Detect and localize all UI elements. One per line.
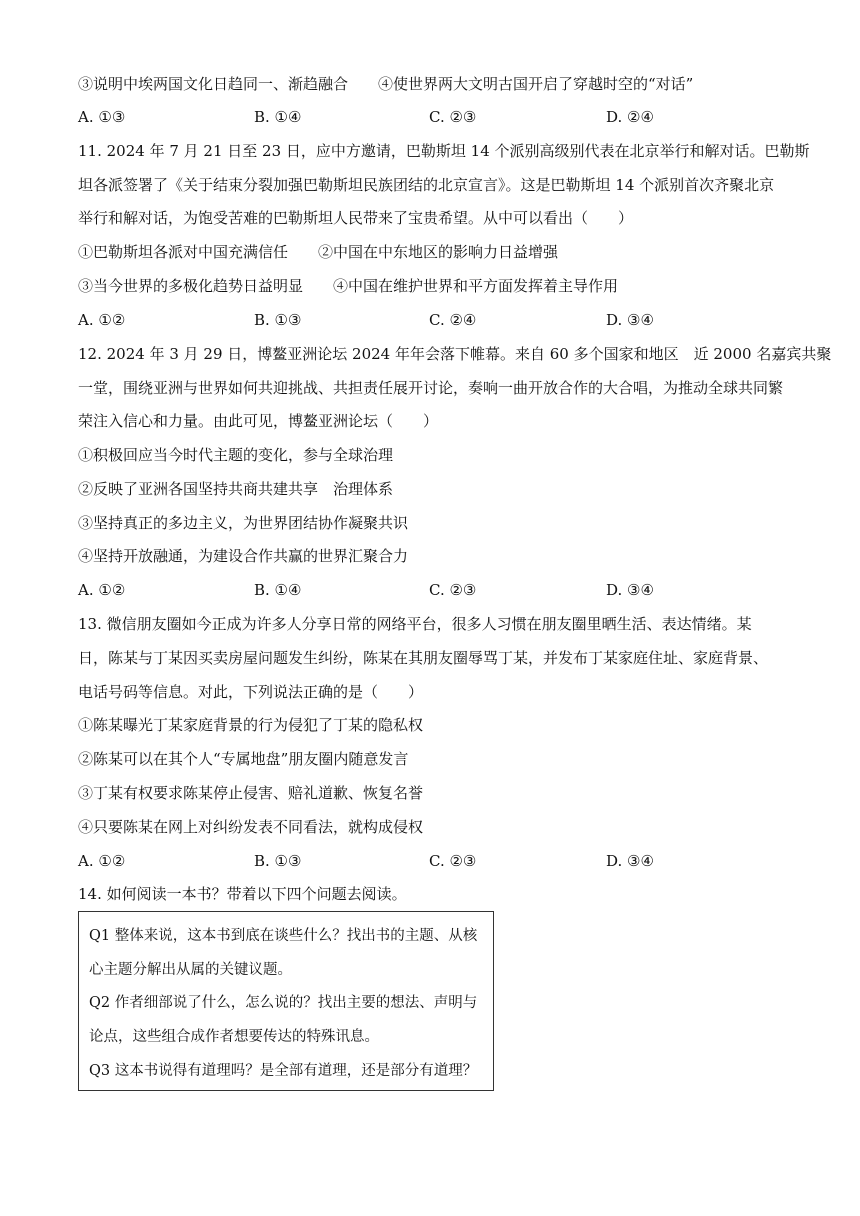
q13-option-b[interactable]: B. ①③ xyxy=(254,852,302,870)
q12-statement-4: ④坚持开放融通，为建设合作共赢的世界汇聚合力 xyxy=(78,547,409,565)
q14-box-line-5: Q3 这本书说得有道理吗？是全部有道理，还是部分有道理？ xyxy=(89,1063,478,1079)
q14-box-line-2: 心主题分解出从属的关键议题。 xyxy=(89,962,292,978)
q12-option-b[interactable]: B. ①④ xyxy=(254,581,302,599)
q11-stem-line-2: 坦各派签署了《关于结束分裂加强巴勒斯坦民族团结的北京宣言》。这是巴勒斯坦 14 个派别首次齐聚北京 xyxy=(78,176,775,194)
q10-option-d[interactable]: D. ②④ xyxy=(606,108,654,126)
q11-option-a[interactable]: A. ①② xyxy=(78,311,126,329)
q13-stem-line-2: 日，陈某与丁某因买卖房屋问题发生纠纷，陈某在其朋友圈辱骂丁某，并发布丁某家庭住址、家庭背景、 xyxy=(78,649,769,667)
q13-stem-line-3: 电话号码等信息。对此，下列说法正确的是（ ） xyxy=(78,683,424,701)
q11-option-d[interactable]: D. ③④ xyxy=(606,311,654,329)
q13-option-a[interactable]: A. ①② xyxy=(78,852,126,870)
q11-option-c[interactable]: C. ②④ xyxy=(429,311,477,329)
q12-statement-1: ①积极回应当今时代主题的变化，参与全球治理 xyxy=(78,446,394,464)
q11-statement-1-2: ①巴勒斯坦各派对中国充满信任 ②中国在中东地区的影响力日益增强 xyxy=(78,243,559,261)
q12-option-c[interactable]: C. ②③ xyxy=(429,581,477,599)
q12-statement-3: ③坚持真正的多边主义，为世界团结协作凝聚共识 xyxy=(78,514,409,532)
q13-statement-3: ③丁某有权要求陈某停止侵害、赔礼道歉、恢复名誉 xyxy=(78,784,424,802)
q13-option-d[interactable]: D. ③④ xyxy=(606,852,654,870)
q12-statement-2: ②反映了亚洲各国坚持共商共建共享 治理体系 xyxy=(78,480,394,498)
q14-reading-questions-box xyxy=(78,911,494,1091)
q14-intro: 14. 如何阅读一本书？带着以下四个问题去阅读。 xyxy=(78,885,407,903)
q14-box-line-4: 论点，这些组合成作者想要传达的特殊讯息。 xyxy=(89,1029,379,1045)
q13-statement-4: ④只要陈某在网上对纠纷发表不同看法，就构成侵权 xyxy=(78,818,424,836)
q13-stem-line-1: 13. 微信朋友圈如今正成为许多人分享日常的网络平台，很多人习惯在朋友圈里晒生活、表达情绪。某 xyxy=(78,615,752,633)
q13-statement-1: ①陈某曝光丁某家庭背景的行为侵犯了丁某的隐私权 xyxy=(78,716,424,734)
q10-option-a[interactable]: A. ①③ xyxy=(78,108,126,126)
q12-option-a[interactable]: A. ①② xyxy=(78,581,126,599)
q11-option-b[interactable]: B. ①③ xyxy=(254,311,302,329)
q13-option-c[interactable]: C. ②③ xyxy=(429,852,477,870)
q10-statement-3-4: ③说明中埃两国文化日趋同一、渐趋融合 ④使世界两大文明古国开启了穿越时空的“对话” xyxy=(78,75,694,93)
q11-stem-line-3: 举行和解对话，为饱受苦难的巴勒斯坦人民带来了宝贵希望。从中可以看出（ ） xyxy=(78,209,634,227)
q12-option-d[interactable]: D. ③④ xyxy=(606,581,654,599)
q12-stem-line-1: 12. 2024 年 3 月 29 日，博鳌亚洲论坛 2024 年年会落下帷幕。来自 60 多个国家和地区 近 2000 名嘉宾共聚 xyxy=(78,345,832,363)
q12-stem-line-2: 一堂，围绕亚洲与世界如何共迎挑战、共担责任展开讨论，奏响一曲开放合作的大合唱，为推动全球共同繁 xyxy=(78,379,784,397)
q14-box-line-1: Q1 整体来说，这本书到底在谈些什么？找出书的主题、从核 xyxy=(89,928,478,944)
q14-box-line-3: Q2 作者细部说了什么，怎么说的？找出主要的想法、声明与 xyxy=(89,995,478,1011)
q12-stem-line-3: 荣注入信心和力量。由此可见，博鳌亚洲论坛（ ） xyxy=(78,412,439,430)
q11-statement-3-4: ③当今世界的多极化趋势日益明显 ④中国在维护世界和平方面发挥着主导作用 xyxy=(78,277,619,295)
q11-stem-line-1: 11. 2024 年 7 月 21 日至 23 日，应中方邀请，巴勒斯坦 14 个派别高级别代表在北京举行和解对话。巴勒斯 xyxy=(78,142,810,160)
q10-option-b[interactable]: B. ①④ xyxy=(254,108,302,126)
q10-option-c[interactable]: C. ②③ xyxy=(429,108,477,126)
q13-statement-2: ②陈某可以在其个人“专属地盘”朋友圈内随意发言 xyxy=(78,750,409,768)
